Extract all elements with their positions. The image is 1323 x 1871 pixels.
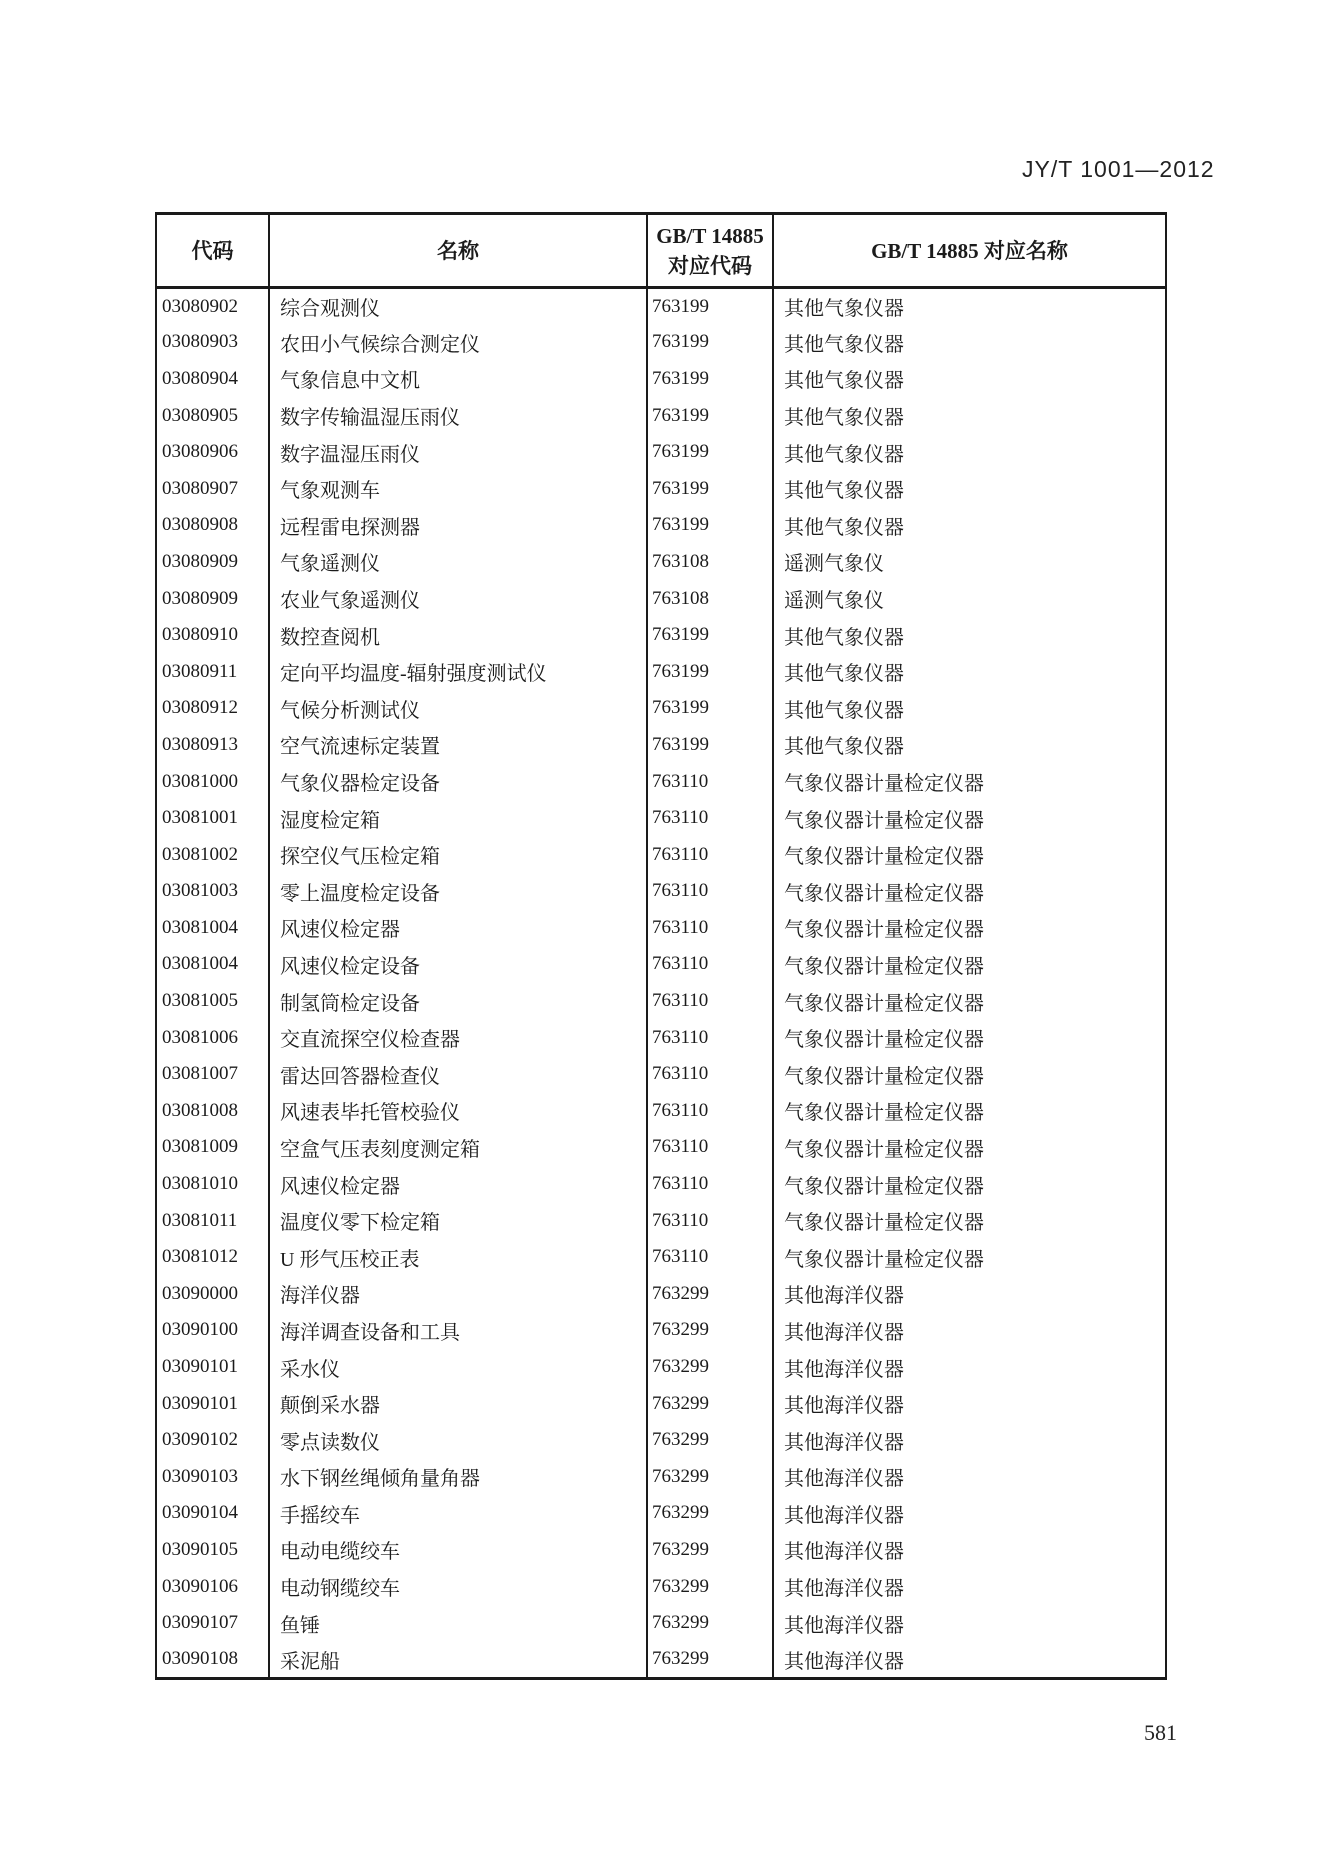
cell-code: 03080906	[162, 441, 238, 463]
cell-code: 03080903	[162, 331, 238, 353]
cell-code: 03090104	[162, 1502, 238, 1524]
cell-gbt-code: 763199	[647, 288, 773, 325]
cell-gbt-name: 其他气象仪器	[773, 507, 1166, 544]
col-header-name: 名称	[269, 214, 647, 288]
cell-gbt-name: 其他气象仪器	[773, 690, 1166, 727]
cell-gbt-name: 气象仪器计量检定仪器	[773, 800, 1166, 837]
cell-code: 03081012	[162, 1246, 238, 1268]
cell-name: 远程雷电探测器	[269, 507, 647, 544]
cell-gbt-name: 遥测气象仪	[773, 580, 1166, 617]
cell-code: 03090000	[162, 1282, 238, 1304]
cell-gbt-name: 气象仪器计量检定仪器	[773, 1129, 1166, 1166]
table-row	[156, 361, 1166, 398]
cell-gbt-name: 其他气象仪器	[773, 434, 1166, 471]
cell-gbt-code: 763108	[647, 544, 773, 581]
cell-name: 综合观测仪	[269, 288, 647, 325]
cell-gbt-code: 763199	[647, 397, 773, 434]
cell-gbt-code: 763199	[647, 727, 773, 764]
table-row	[156, 1605, 1166, 1642]
cell-name: 数控查阅机	[269, 617, 647, 654]
cell-gbt-name: 其他海洋仪器	[773, 1385, 1166, 1422]
table-row	[156, 1568, 1166, 1605]
cell-gbt-code: 763199	[647, 434, 773, 471]
cell-code: 03080907	[162, 477, 238, 499]
cell-gbt-name: 其他气象仪器	[773, 324, 1166, 361]
cell-gbt-name: 其他海洋仪器	[773, 1532, 1166, 1569]
table-header-row	[156, 214, 1166, 288]
cell-gbt-name: 其他海洋仪器	[773, 1641, 1166, 1678]
cell-name: 气象信息中文机	[269, 361, 647, 398]
cell-gbt-code: 763199	[647, 361, 773, 398]
cell-name: 海洋仪器	[269, 1276, 647, 1313]
cell-gbt-code: 763108	[647, 580, 773, 617]
cell-name: 零点读数仪	[269, 1422, 647, 1459]
cell-code: 03081001	[162, 807, 238, 829]
cell-code: 03080909	[162, 550, 238, 572]
cell-code: 03090103	[162, 1465, 238, 1487]
cell-gbt-name: 其他气象仪器	[773, 617, 1166, 654]
cell-gbt-name: 气象仪器计量检定仪器	[773, 983, 1166, 1020]
cell-code: 03090107	[162, 1612, 238, 1634]
table-row	[156, 580, 1166, 617]
cell-name: 颠倒采水器	[269, 1385, 647, 1422]
cell-code: 03080911	[162, 660, 238, 682]
cell-code: 03090105	[162, 1538, 238, 1560]
table-row	[156, 910, 1166, 947]
table-row	[156, 434, 1166, 471]
cell-code: 03081002	[162, 843, 238, 865]
cell-gbt-code: 763299	[647, 1349, 773, 1386]
code-mapping-table	[155, 212, 1167, 1680]
cell-name: 电动钢缆绞车	[269, 1568, 647, 1605]
cell-name: 鱼锤	[269, 1605, 647, 1642]
cell-gbt-name: 其他海洋仪器	[773, 1459, 1166, 1496]
table-row	[156, 1056, 1166, 1093]
cell-code: 03081009	[162, 1136, 238, 1158]
table-row	[156, 1312, 1166, 1349]
document-reference: JY/T 1001—2012	[1022, 156, 1215, 182]
cell-gbt-code: 763299	[647, 1385, 773, 1422]
cell-code: 03090108	[162, 1648, 238, 1670]
cell-code: 03080913	[162, 733, 238, 755]
table-row	[156, 1129, 1166, 1166]
cell-gbt-code: 763110	[647, 1129, 773, 1166]
cell-code: 03080912	[162, 697, 238, 719]
cell-name: 农田小气候综合测定仪	[269, 324, 647, 361]
col-header-gbt-name: GB/T 14885 对应名称	[773, 214, 1166, 288]
cell-gbt-name: 其他海洋仪器	[773, 1276, 1166, 1313]
cell-name: 交直流探空仪检查器	[269, 1019, 647, 1056]
table-row	[156, 690, 1166, 727]
cell-code: 03080905	[162, 404, 238, 426]
cell-code: 03081007	[162, 1063, 238, 1085]
cell-gbt-name: 气象仪器计量检定仪器	[773, 1056, 1166, 1093]
cell-gbt-code: 763199	[647, 653, 773, 690]
table-row	[156, 763, 1166, 800]
cell-name: 雷达回答器检查仪	[269, 1056, 647, 1093]
cell-gbt-code: 763299	[647, 1422, 773, 1459]
cell-name: 空盒气压表刻度测定箱	[269, 1129, 647, 1166]
table-row	[156, 288, 1166, 325]
cell-code: 03090101	[162, 1356, 238, 1378]
table-row	[156, 617, 1166, 654]
cell-code: 03081010	[162, 1173, 238, 1195]
cell-gbt-code: 763199	[647, 617, 773, 654]
cell-name: 零上温度检定设备	[269, 873, 647, 910]
cell-gbt-code: 763199	[647, 507, 773, 544]
table-row	[156, 1166, 1166, 1203]
table-row	[156, 470, 1166, 507]
table-row	[156, 324, 1166, 361]
cell-name: 风速表毕托管校验仪	[269, 1093, 647, 1130]
cell-gbt-name: 其他气象仪器	[773, 727, 1166, 764]
cell-code: 03081003	[162, 880, 238, 902]
cell-code: 03081005	[162, 990, 238, 1012]
table-body	[156, 288, 1166, 1679]
table-row	[156, 983, 1166, 1020]
table-row	[156, 946, 1166, 983]
cell-code: 03090102	[162, 1429, 238, 1451]
cell-code: 03081008	[162, 1099, 238, 1121]
cell-gbt-name: 气象仪器计量检定仪器	[773, 1202, 1166, 1239]
cell-code: 03081011	[162, 1209, 238, 1231]
table-row	[156, 800, 1166, 837]
cell-name: 定向平均温度-辐射强度测试仪	[269, 653, 647, 690]
table-row	[156, 1276, 1166, 1313]
cell-name: 空气流速标定装置	[269, 727, 647, 764]
table-row	[156, 1385, 1166, 1422]
table-row	[156, 1349, 1166, 1386]
cell-gbt-code: 763299	[647, 1312, 773, 1349]
cell-code: 03080908	[162, 514, 238, 536]
cell-name: 数字传输温湿压雨仪	[269, 397, 647, 434]
table-row	[156, 1202, 1166, 1239]
cell-gbt-code: 763299	[647, 1641, 773, 1678]
cell-gbt-code: 763110	[647, 873, 773, 910]
cell-code: 03081006	[162, 1026, 238, 1048]
cell-gbt-code: 763199	[647, 324, 773, 361]
cell-name: 制氢筒检定设备	[269, 983, 647, 1020]
cell-gbt-name: 气象仪器计量检定仪器	[773, 873, 1166, 910]
cell-gbt-code: 763199	[647, 690, 773, 727]
cell-gbt-name: 气象仪器计量检定仪器	[773, 946, 1166, 983]
cell-gbt-name: 其他海洋仪器	[773, 1605, 1166, 1642]
cell-name: 探空仪气压检定箱	[269, 836, 647, 873]
cell-gbt-name: 其他海洋仪器	[773, 1349, 1166, 1386]
cell-name: 风速仪检定设备	[269, 946, 647, 983]
cell-gbt-name: 气象仪器计量检定仪器	[773, 763, 1166, 800]
table-row	[156, 507, 1166, 544]
cell-name: 风速仪检定器	[269, 910, 647, 947]
cell-gbt-code: 763110	[647, 836, 773, 873]
cell-name: 采水仪	[269, 1349, 647, 1386]
cell-name: 农业气象遥测仪	[269, 580, 647, 617]
cell-gbt-code: 763110	[647, 946, 773, 983]
cell-gbt-code: 763299	[647, 1276, 773, 1313]
table-row	[156, 544, 1166, 581]
table-row	[156, 1532, 1166, 1569]
cell-gbt-name: 其他气象仪器	[773, 288, 1166, 325]
cell-gbt-code: 763199	[647, 470, 773, 507]
table-row	[156, 1459, 1166, 1496]
cell-code: 03090100	[162, 1319, 238, 1341]
table-row	[156, 1093, 1166, 1130]
cell-gbt-code: 763110	[647, 1056, 773, 1093]
cell-name: 手摇绞车	[269, 1495, 647, 1532]
cell-gbt-name: 其他气象仪器	[773, 470, 1166, 507]
cell-gbt-name: 气象仪器计量检定仪器	[773, 1239, 1166, 1276]
cell-gbt-code: 763299	[647, 1532, 773, 1569]
cell-code: 03081004	[162, 953, 238, 975]
cell-gbt-name: 气象仪器计量检定仪器	[773, 1093, 1166, 1130]
cell-gbt-name: 其他气象仪器	[773, 397, 1166, 434]
cell-name: 湿度检定箱	[269, 800, 647, 837]
table-row	[156, 1495, 1166, 1532]
cell-gbt-code: 763299	[647, 1605, 773, 1642]
cell-gbt-code: 763299	[647, 1568, 773, 1605]
cell-name: U 形气压校正表	[269, 1239, 647, 1276]
cell-name: 气象观测车	[269, 470, 647, 507]
cell-name: 数字温湿压雨仪	[269, 434, 647, 471]
cell-gbt-code: 763110	[647, 1093, 773, 1130]
cell-gbt-name: 气象仪器计量检定仪器	[773, 836, 1166, 873]
table-row	[156, 397, 1166, 434]
cell-gbt-name: 遥测气象仪	[773, 544, 1166, 581]
cell-gbt-name: 其他海洋仪器	[773, 1495, 1166, 1532]
cell-name: 采泥船	[269, 1641, 647, 1678]
cell-gbt-name: 其他气象仪器	[773, 653, 1166, 690]
cell-code: 03081000	[162, 770, 238, 792]
cell-gbt-code: 763110	[647, 763, 773, 800]
cell-gbt-code: 763110	[647, 910, 773, 947]
col-header-code: 代码	[156, 214, 269, 288]
table-row	[156, 1019, 1166, 1056]
cell-gbt-name: 气象仪器计量检定仪器	[773, 910, 1166, 947]
page-number: 581	[1144, 1720, 1177, 1745]
table-header	[156, 214, 1166, 288]
cell-gbt-name: 气象仪器计量检定仪器	[773, 1166, 1166, 1203]
cell-gbt-name: 气象仪器计量检定仪器	[773, 1019, 1166, 1056]
cell-gbt-name: 其他海洋仪器	[773, 1312, 1166, 1349]
cell-name: 电动电缆绞车	[269, 1532, 647, 1569]
cell-gbt-name: 其他海洋仪器	[773, 1422, 1166, 1459]
col-header-gbt-code-line2: 对应代码	[668, 253, 752, 278]
cell-name: 风速仪检定器	[269, 1166, 647, 1203]
cell-code: 03090106	[162, 1575, 238, 1597]
cell-gbt-code: 763110	[647, 983, 773, 1020]
table-row	[156, 1641, 1166, 1678]
cell-gbt-code: 763110	[647, 800, 773, 837]
table-row	[156, 1239, 1166, 1276]
cell-name: 气象遥测仪	[269, 544, 647, 581]
cell-gbt-code: 763299	[647, 1495, 773, 1532]
cell-code: 03080902	[162, 295, 238, 317]
table-row	[156, 727, 1166, 764]
cell-name: 温度仪零下检定箱	[269, 1202, 647, 1239]
col-header-gbt-code-line1: GB/T 14885	[656, 223, 764, 248]
cell-name: 气候分析测试仪	[269, 690, 647, 727]
cell-gbt-code: 763110	[647, 1202, 773, 1239]
table-row	[156, 1422, 1166, 1459]
cell-name: 海洋调查设备和工具	[269, 1312, 647, 1349]
cell-gbt-code: 763110	[647, 1166, 773, 1203]
table-row	[156, 653, 1166, 690]
cell-code: 03080904	[162, 367, 238, 389]
table-row	[156, 873, 1166, 910]
table-row	[156, 836, 1166, 873]
cell-gbt-code: 763110	[647, 1239, 773, 1276]
cell-gbt-name: 其他气象仪器	[773, 361, 1166, 398]
cell-gbt-name: 其他海洋仪器	[773, 1568, 1166, 1605]
cell-gbt-code: 763299	[647, 1459, 773, 1496]
cell-name: 水下钢丝绳倾角量角器	[269, 1459, 647, 1496]
cell-code: 03080909	[162, 587, 238, 609]
cell-name: 气象仪器检定设备	[269, 763, 647, 800]
cell-code: 03081004	[162, 916, 238, 938]
cell-code: 03080910	[162, 624, 238, 646]
col-header-gbt-code	[647, 214, 773, 288]
cell-gbt-code: 763110	[647, 1019, 773, 1056]
cell-code: 03090101	[162, 1392, 238, 1414]
